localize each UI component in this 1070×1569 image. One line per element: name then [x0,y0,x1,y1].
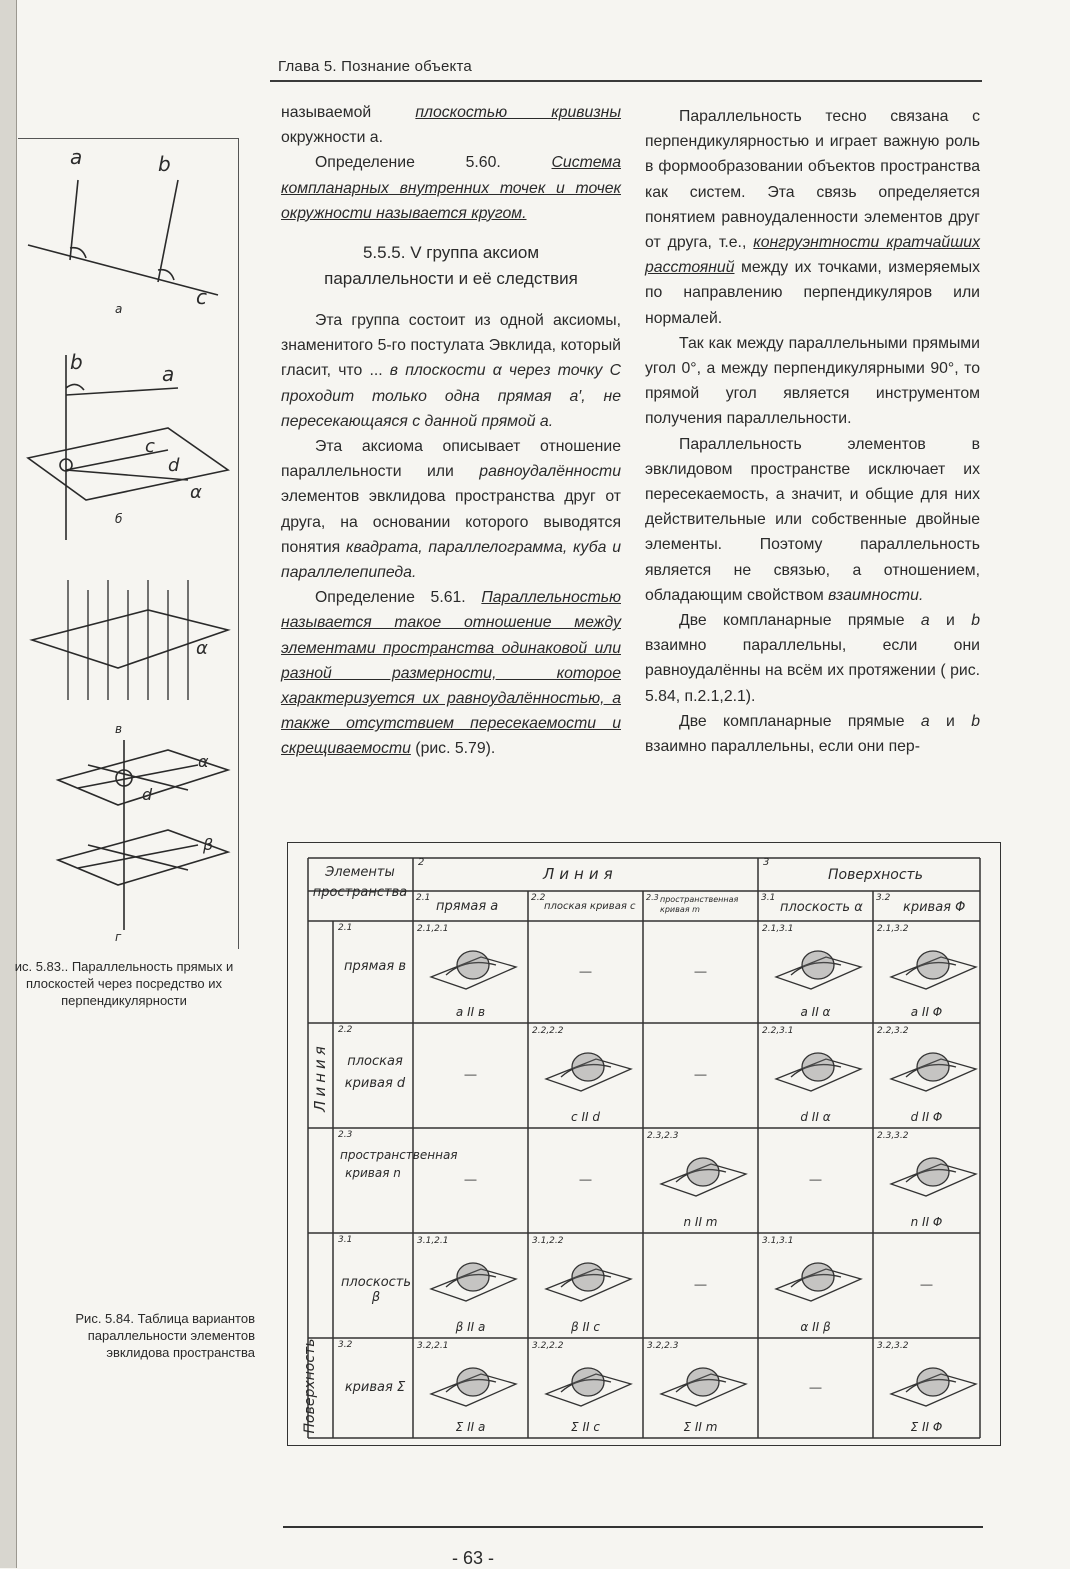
table-cell [413,1338,528,1438]
cell-code: 2.1,3.1 [762,924,794,934]
cell-empty-dash: — [809,1172,822,1187]
table-cell [643,1023,758,1128]
cell-code: 2.3,2.3 [647,1131,679,1141]
cell-code: 2.1,2.1 [417,924,449,934]
cell-code: 2.1,3.2 [877,924,909,934]
cell-empty-dash: — [579,1172,592,1187]
fig-label-d: d [168,455,180,476]
col-header: пространственная кривая m [660,895,739,914]
table-row-header: 2.3 пространственная кривая n [338,1130,458,1180]
cell-sketch [766,1249,866,1309]
table-cell [413,1233,528,1338]
cell-code: 2.2,2.2 [532,1026,564,1036]
table-cell [643,1128,758,1233]
col-num: 3.1 [761,893,776,903]
table-cell [873,1233,980,1338]
cell-sketch [881,1354,981,1414]
running-header: Глава 5. Познание объекта [278,58,472,75]
cell-code: 3.1,2.1 [417,1236,449,1246]
table-corner: Элементы пространства [312,865,408,900]
fig-label-d2: d [142,785,153,804]
figure-5-84-caption: Рис. 5.84. Таблица вариантов параллельности элементов эвклидова пространства [75,1311,255,1360]
table-cell [873,1023,980,1128]
cell-relation: Σ II Φ [910,1420,943,1434]
cell-sketch [881,937,981,997]
cell-code: 3.2,2.2 [532,1341,564,1351]
cell-sketch [536,1354,636,1414]
table-cell [643,1338,758,1438]
fig-sublabel-b: б [115,512,123,526]
fig-sublabel-a: а [115,302,123,316]
table-cell [643,921,758,1023]
table-cell [528,921,643,1023]
table-cell [413,1023,528,1128]
text-column-1: называемой плоскостью кривизны окружности а. Определение 5.60. Система компланарных внутренних точек и точек окружности называется кругом. 5.5.5. V группа аксиом параллельности и её следствия Эта группа состоит из одной аксиомы, знаменитого 5-го постулата Эвклида, который гласит, что ... в плоскости α через точку С проходит только одна прямая а′, не пересекающаяся с данной прямой а. Эта аксиома описывает отношение параллельности или равноудалённости элементов эвклидова пространства друг от друга, на основании которого выводятся понятия квадрата, параллелограмма, куба и параллелепипеда. Определение 5.61. Параллельностью называется такое отношение между элементами пространства одинаковой или разной размерности, которое характеризуется их равноудалённостью, а также отсутствием пересекаемости и скрещиваемости (рис. 5.79). [281,104,621,758]
table-row-header: 3.1 плоскость β [338,1235,412,1305]
fig-label-beta: β [203,835,214,854]
cell-relation: n II Φ [910,1215,943,1229]
figure-5-84-table [287,842,1001,1446]
col-header: кривая Φ [903,900,966,915]
cell-relation: β II c [571,1320,600,1334]
cell-empty-dash: — [579,963,592,978]
cell-empty-dash: — [694,963,707,978]
table-cell [528,1128,643,1233]
cell-sketch [421,937,521,997]
cell-code: 2.2,3.1 [762,1026,794,1036]
cell-code: 3.2,3.2 [877,1341,909,1351]
group-line-num: 2 [418,857,425,868]
text-column-2: Параллельность тесно связана с перпендикулярностью и играет важную роль в формообразовании объектов пространства как систем. Эта связь определяется понятием равноудаленности элементов друг от друга, т.е., конгруэнтности кратчайших расстояний между их точками, измеряемых по направлению перпендикуляров или нормалей. Так как между параллельными прямыми угол 0°, а между перпендикулярными 90°, то прямой угол является инструментом получения параллельности. Параллельность элементов в эвклидовом пространстве исключает их пересекаемость, а значит, и общие для них действительные или собственные двойные элементы. Поэтому параллельность является не связью, а отношением, обладающим свойством взаимности. Две компланарные прямые а и b взаимно параллельны, если они равноудалённы на всём их протяжении ( рис. 5.84, п.2.1,2.1). Две компланарные прямые а и b взаимно параллельны, если они пер- [645,108,980,756]
cell-code: 3.2,2.1 [417,1341,449,1351]
fig-label-alpha: α [190,482,202,503]
table-cell [643,1233,758,1338]
cell-sketch [766,1039,866,1099]
col-num: 2.1 [416,893,431,903]
col-num: 2.3 [646,893,659,902]
table-cell [758,1023,873,1128]
page-left-edge [0,0,17,1568]
cell-empty-dash: — [809,1380,822,1394]
figure-5-83-caption: ис. 5.83.. Параллельность прямых и плоскостей через посредство их перпендикулярности [14,959,234,1008]
fig-label-a2: a [162,362,175,386]
cell-relation: Σ II c [571,1420,600,1434]
cell-code: 3.1,3.1 [762,1236,794,1246]
cell-empty-dash: — [694,1277,707,1292]
row-group-surface: Поверхность [302,1338,318,1434]
col-num: 3.2 [876,893,891,903]
fig-label-c: c [196,285,207,309]
table-cell [413,921,528,1023]
cell-sketch [536,1249,636,1309]
cell-relation: c II d [571,1110,600,1124]
cell-relation: a II Φ [910,1005,943,1019]
fig-label-b2: b [70,350,83,374]
table-row-header: 3.2 кривая Σ [338,1340,406,1395]
cell-code: 3.1,2.2 [532,1236,564,1246]
cell-empty-dash: — [920,1277,933,1292]
cell-sketch [881,1039,981,1099]
fig-label-c2: c [145,436,155,457]
col-header: плоскость α [780,900,863,915]
table-cell [873,1128,980,1233]
cell-relation: β II a [455,1320,486,1334]
cell-code: 2.2,3.2 [877,1026,909,1036]
cell-sketch [651,1144,751,1204]
cell-sketch [421,1249,521,1309]
fig-label-alpha2: α [196,638,208,659]
cell-empty-dash: — [464,1067,477,1082]
table-cell [873,1338,980,1438]
cell-empty-dash: — [694,1067,707,1082]
table-cell [758,1233,873,1338]
cell-sketch [651,1354,751,1414]
table-cell [758,1338,873,1438]
table-cell [413,1128,528,1233]
cell-sketch [421,1354,521,1414]
page-number: - 63 - [452,1548,495,1568]
table-cell [528,1023,643,1128]
figure-5-83-drawing [18,140,240,945]
cell-relation: a II α [800,1005,831,1019]
cell-relation: Σ II m [683,1420,718,1434]
fig-label-b: b [158,152,171,176]
cell-relation: d II Φ [910,1110,943,1124]
fig-label-a: a [70,145,83,169]
cell-relation: d II α [800,1110,831,1124]
table-cell [758,1128,873,1233]
section-title: 5.5.5. V группа аксиом параллельности и её следствия [324,243,578,289]
col-header: прямая a [436,899,499,914]
cell-relation: n II m [683,1215,718,1229]
table-cell [873,921,980,1023]
fig-sublabel-g: г [115,930,122,944]
cell-sketch [881,1144,981,1204]
fig-label-alpha3: α [198,752,209,771]
col-num: 2.2 [531,893,546,903]
cell-relation: Σ II a [455,1420,486,1434]
group-surface-num: 3 [763,857,770,868]
footer-rule [283,1526,983,1528]
row-group-line: Линия [311,1042,329,1112]
table-row-header: 2.1 прямая в [338,923,406,974]
col-header: плоская кривая с [544,901,636,912]
cell-relation: α II β [800,1320,831,1334]
table-row-header: 2.2 плоская кривая d [338,1025,406,1091]
group-line-header: Линия [543,865,618,883]
group-surface-header: Поверхность [828,867,923,883]
cell-code: 3.2,2.3 [647,1341,679,1351]
cell-relation: a II в [455,1005,486,1019]
cell-code: 2.3,3.2 [877,1131,909,1141]
header-rule [270,80,982,82]
table-cell [758,921,873,1023]
table-cell [528,1233,643,1338]
table-cell [528,1338,643,1438]
cell-empty-dash: — [464,1172,477,1187]
cell-sketch [766,937,866,997]
fig-sublabel-v: в [115,722,123,736]
cell-sketch [536,1039,636,1099]
